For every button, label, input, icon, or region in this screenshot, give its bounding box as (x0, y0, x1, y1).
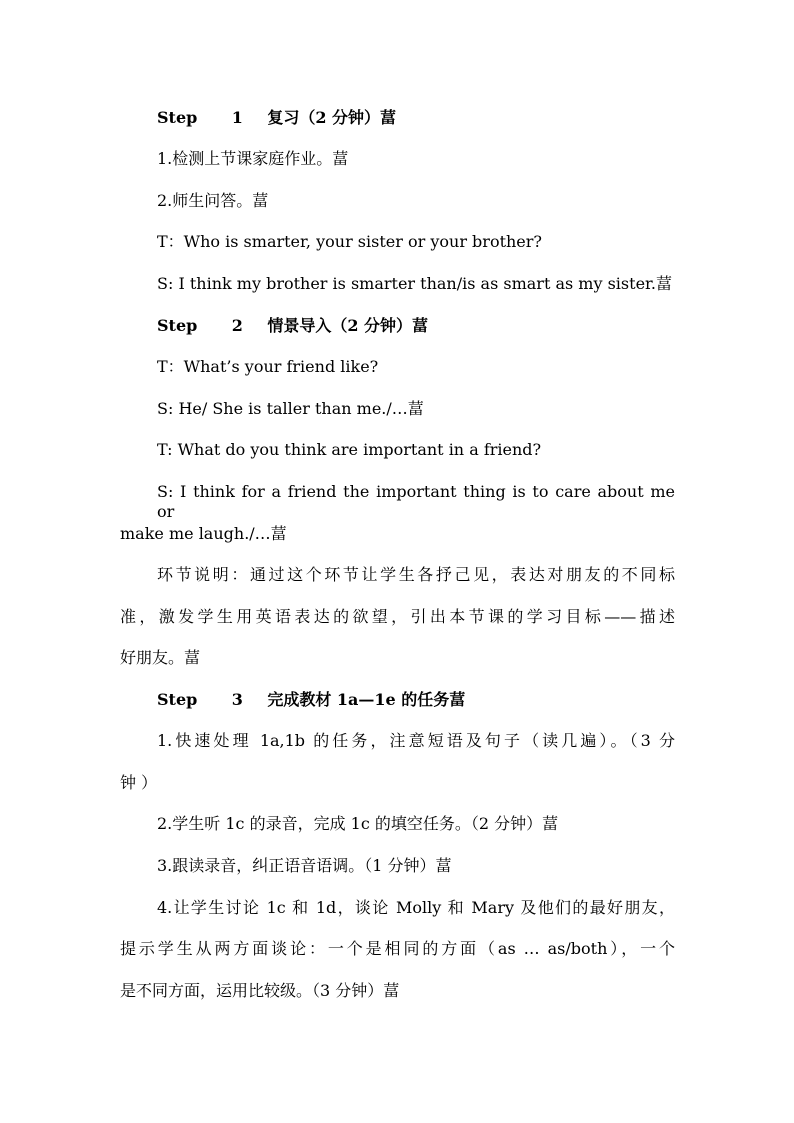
step1-heading (157, 108, 675, 128)
step2-student-line2: S: I think for a friend the important thing is to care about me or (157, 482, 675, 521)
step2-note-line2: 准，激发学生用英语表达的欲望，引出本节课的学习目标——描述 (120, 607, 675, 626)
step3-heading (157, 690, 675, 710)
step2-teacher-line1: T：What’s your friend like? (157, 357, 379, 376)
step1-item1: 1.检测上节课家庭作业。葍 (157, 149, 349, 168)
step2-heading-text: 情景导入（2 分钟）葍 (267, 316, 429, 335)
step2-heading-number: 2 (231, 316, 243, 335)
step1-student-line: S: I think my brother is smarter than/is as smart as my sister.葍 (157, 274, 673, 293)
step2-student-line1: S: He/ She is taller than me./…葍 (157, 399, 424, 418)
step2-student-line2-cont: make me laugh./…葍 (120, 524, 287, 543)
step3-item4-cont1: 提示学生从两方面谈论：一个是相同的方面（as … as/both），一个 (120, 939, 675, 958)
step2-heading-word: Step (157, 316, 198, 335)
step1-heading-text: 复习（2 分钟）葍 (267, 108, 397, 127)
step3-item4: 4.让学生讨论 1c 和 1d，谈论 Molly 和 Mary 及他们的最好朋友， (157, 898, 675, 917)
step1-heading-number: 1 (231, 108, 243, 127)
step3-item4-cont2: 是不同方面，运用比较级。（3 分钟）葍 (120, 981, 400, 1000)
step3-heading-text: 完成教材 1a—1e 的任务葍 (267, 690, 466, 709)
step2-note-line1: 环节说明：通过这个环节让学生各抒己见，表达对朋友的不同标 (157, 565, 675, 584)
step3-heading-number: 3 (231, 690, 243, 709)
step3-item2: 2.学生听 1c 的录音，完成 1c 的填空任务。（2 分钟）葍 (157, 814, 559, 833)
step3-item1-cont: 钟 ） (120, 773, 158, 792)
step3-item3: 3.跟读录音，纠正语音语调。（1 分钟）葍 (157, 856, 452, 875)
step3-heading-word: Step (157, 690, 198, 709)
step3-item1: 1.快速处理 1a,1b 的任务，注意短语及句子（读几遍）。（3 分 (157, 731, 675, 750)
step2-teacher-line2: T: What do you think are important in a friend? (157, 440, 542, 459)
step1-heading-word: Step (157, 108, 198, 127)
step2-note-line3: 好朋友。葍 (120, 648, 201, 667)
step2-heading (157, 316, 675, 336)
step1-teacher-line: T：Who is smarter, your sister or your brother? (157, 232, 543, 251)
step1-item2: 2.师生问答。葍 (157, 191, 269, 210)
